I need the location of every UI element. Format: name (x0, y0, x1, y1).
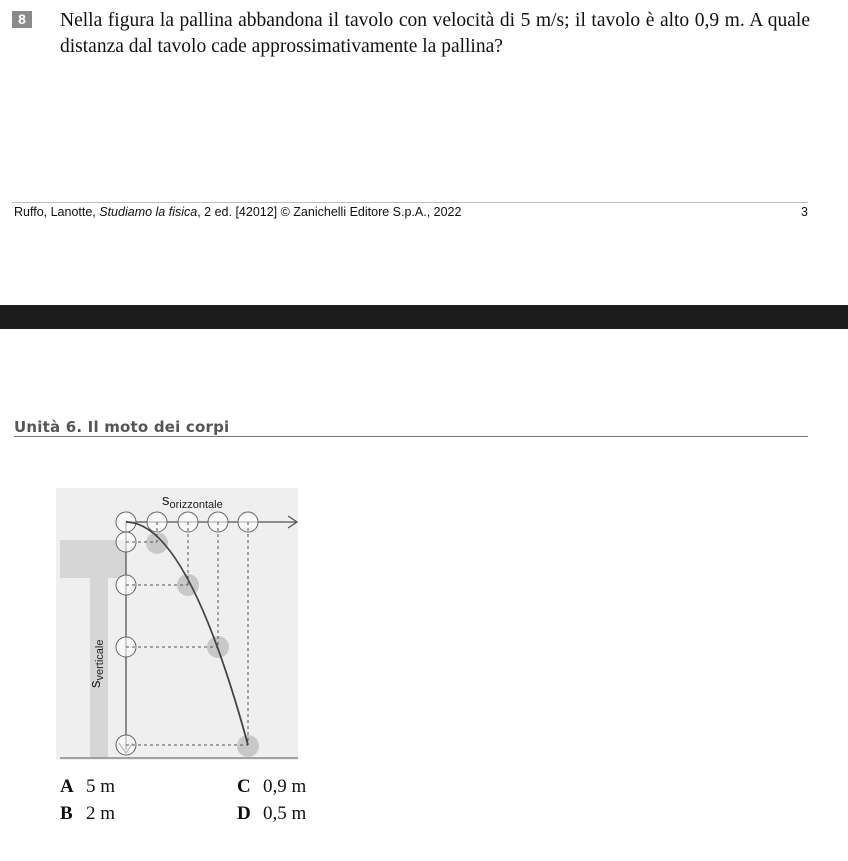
footer-authors: Ruffo, Lanotte, (14, 205, 100, 219)
answer-b (60, 803, 115, 825)
horizontal-label-main: s (162, 492, 170, 509)
question-text: Nella figura la pallina abbandona il tavolo con velocità di 5 m/s; il tavolo è alto 0,9 m. A quale distanza dal tavolo cade approssimativamente la pallina? (60, 10, 810, 57)
footer-divider (12, 202, 808, 203)
footer-rest: , 2 ed. [42012] © Zanichelli Editore S.p.A., 2022 (197, 205, 462, 219)
answer-c (237, 776, 306, 798)
page-separator-bar (0, 305, 848, 329)
unit-header-rule (14, 436, 808, 437)
answer-c-letter: C (237, 776, 251, 797)
answer-d (237, 803, 306, 825)
answer-a (60, 776, 115, 798)
question-number: 8 (12, 11, 32, 28)
answer-d-text: 0,5 m (263, 803, 307, 824)
page-number: 3 (801, 205, 808, 219)
vertical-label-sub: verticale (94, 639, 106, 681)
unit-header: Unità 6. Il moto dei corpi (14, 418, 230, 436)
answer-b-text: 2 m (86, 803, 116, 824)
answer-d-letter: D (237, 803, 251, 824)
horizontal-label-sub: orizzontale (169, 499, 223, 511)
answer-c-text: 0,9 m (263, 776, 307, 797)
answer-a-text: 5 m (86, 776, 116, 797)
footer-title: Studiamo la fisica (99, 205, 198, 219)
answer-a-letter: A (60, 776, 74, 797)
answer-b-letter: B (60, 803, 73, 824)
vertical-label-main: s (87, 680, 104, 688)
footer-citation (14, 205, 461, 219)
projectile-figure (56, 488, 308, 764)
